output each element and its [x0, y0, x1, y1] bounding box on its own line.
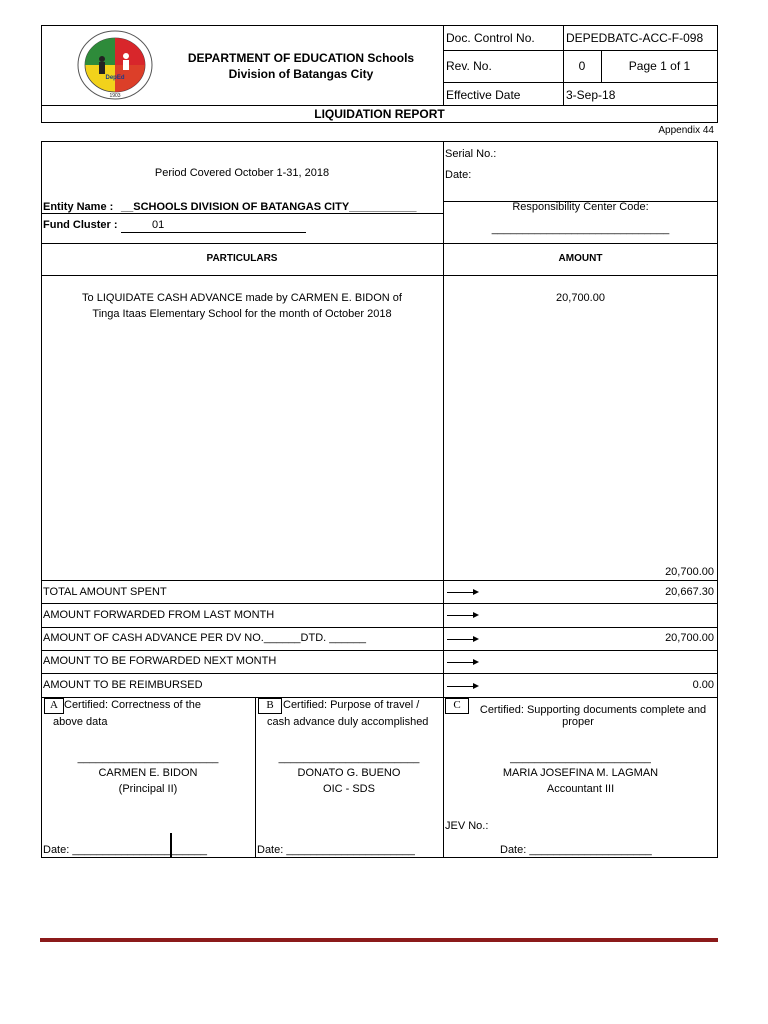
responsibility-center-line: _____________________________: [491, 223, 670, 235]
effective-date-label: Effective Date: [446, 88, 521, 102]
period-covered: Period Covered October 1-31, 2018: [154, 167, 330, 179]
logo-year-text: 1903: [109, 93, 121, 99]
cert-c-text1: Certified: Supporting documents complete and: [479, 704, 707, 716]
fund-cluster-label: Fund Cluster :: [43, 219, 118, 231]
cert-c-date: Date: ____________________: [500, 844, 652, 856]
agency-name-line1: DEPARTMENT OF EDUCATION Schools: [187, 51, 415, 65]
arrow-icon: [447, 639, 477, 640]
cert-b-name: DONATO G. BUENO: [297, 767, 401, 779]
cert-c-position: Accountant III: [546, 783, 615, 795]
particulars-line2: Tinga Itaas Elementary School for the month of October 2018: [92, 308, 392, 320]
cert-b-date: Date: _____________________: [257, 844, 415, 856]
summary-label-forward-next: AMOUNT TO BE FORWARDED NEXT MONTH: [43, 655, 277, 667]
entity-name-label: Entity Name :: [43, 201, 114, 213]
effective-date-value: 3-Sep-18: [566, 88, 616, 102]
arrow-icon: [447, 662, 477, 663]
cert-c-letter-box: C: [445, 698, 469, 714]
responsibility-center-label: Responsibility Center Code:: [512, 201, 649, 213]
cert-b-text1: Certified: Purpose of travel /: [283, 699, 420, 711]
cert-a-letter-box: A: [44, 698, 64, 714]
fund-cluster-value: 01: [152, 219, 165, 231]
arrow-icon: [447, 592, 477, 593]
entity-name-value: __SCHOOLS DIVISION OF BATANGAS CITY___________: [121, 201, 417, 213]
doc-control-value: DEPEDBATC-ACC-F-098: [566, 31, 704, 45]
rev-no-value: 0: [578, 59, 586, 73]
footer-rule: [40, 938, 718, 942]
jev-no-label: JEV No.:: [445, 820, 489, 832]
summary-label-total-spent: TOTAL AMOUNT SPENT: [43, 586, 167, 598]
page-number: Page 1 of 1: [628, 59, 691, 73]
arrow-icon: [447, 686, 477, 687]
cert-a-text1: Certified: Correctness of the: [64, 699, 201, 711]
particulars-amount: 20,700.00: [556, 292, 605, 304]
report-title: LIQUIDATION REPORT: [314, 107, 445, 121]
cert-a-text2: above data: [53, 716, 108, 728]
svg-text:DepEd: DepEd: [105, 75, 125, 81]
summary-value-cash-advance: 20,700.00: [665, 632, 714, 644]
cert-b-text2: cash advance duly accomplished: [267, 716, 429, 728]
particulars-line1: To LIQUIDATE CASH ADVANCE made by CARMEN E. BIDON of: [82, 292, 402, 304]
amount-header: AMOUNT: [558, 253, 603, 264]
cert-c-text2: proper: [562, 716, 594, 728]
arrow-icon: [447, 615, 477, 616]
summary-value-reimbursed: 0.00: [692, 679, 714, 691]
cert-b-letter-box: B: [258, 698, 282, 714]
doc-control-label: Doc. Control No.: [446, 31, 535, 45]
cert-b-signature-line: _______________________: [278, 752, 420, 764]
cert-b-position: OIC - SDS: [323, 783, 375, 795]
particulars-header: PARTICULARS: [206, 253, 278, 264]
summary-label-cash-advance: AMOUNT OF CASH ADVANCE PER DV NO.______DTD. ______: [43, 632, 366, 644]
cert-a-signature-line: _______________________: [77, 752, 219, 764]
deped-seal-logo: [76, 29, 154, 101]
summary-value-total-spent: 20,667.30: [665, 586, 714, 598]
summary-label-forwarded-last: AMOUNT FORWARDED FROM LAST MONTH: [43, 609, 275, 621]
subtotal-amount: 20,700.00: [665, 566, 714, 578]
appendix-label: Appendix 44: [658, 125, 714, 136]
serial-no-label: Serial No.:: [445, 148, 497, 160]
rev-no-label: Rev. No.: [446, 59, 492, 73]
cert-c-name: MARIA JOSEFINA M. LAGMAN: [502, 767, 659, 779]
cert-a-date: Date: ______________________: [43, 844, 207, 856]
cert-a-position: (Principal II): [118, 783, 178, 795]
summary-label-reimbursed: AMOUNT TO BE REIMBURSED: [43, 679, 203, 691]
cert-c-signature-line: _______________________: [510, 752, 651, 764]
cert-a-name: CARMEN E. BIDON: [98, 767, 198, 779]
date-label: Date:: [445, 169, 472, 181]
main-form: [41, 141, 718, 858]
agency-name-line2: Division of Batangas City: [228, 67, 374, 81]
